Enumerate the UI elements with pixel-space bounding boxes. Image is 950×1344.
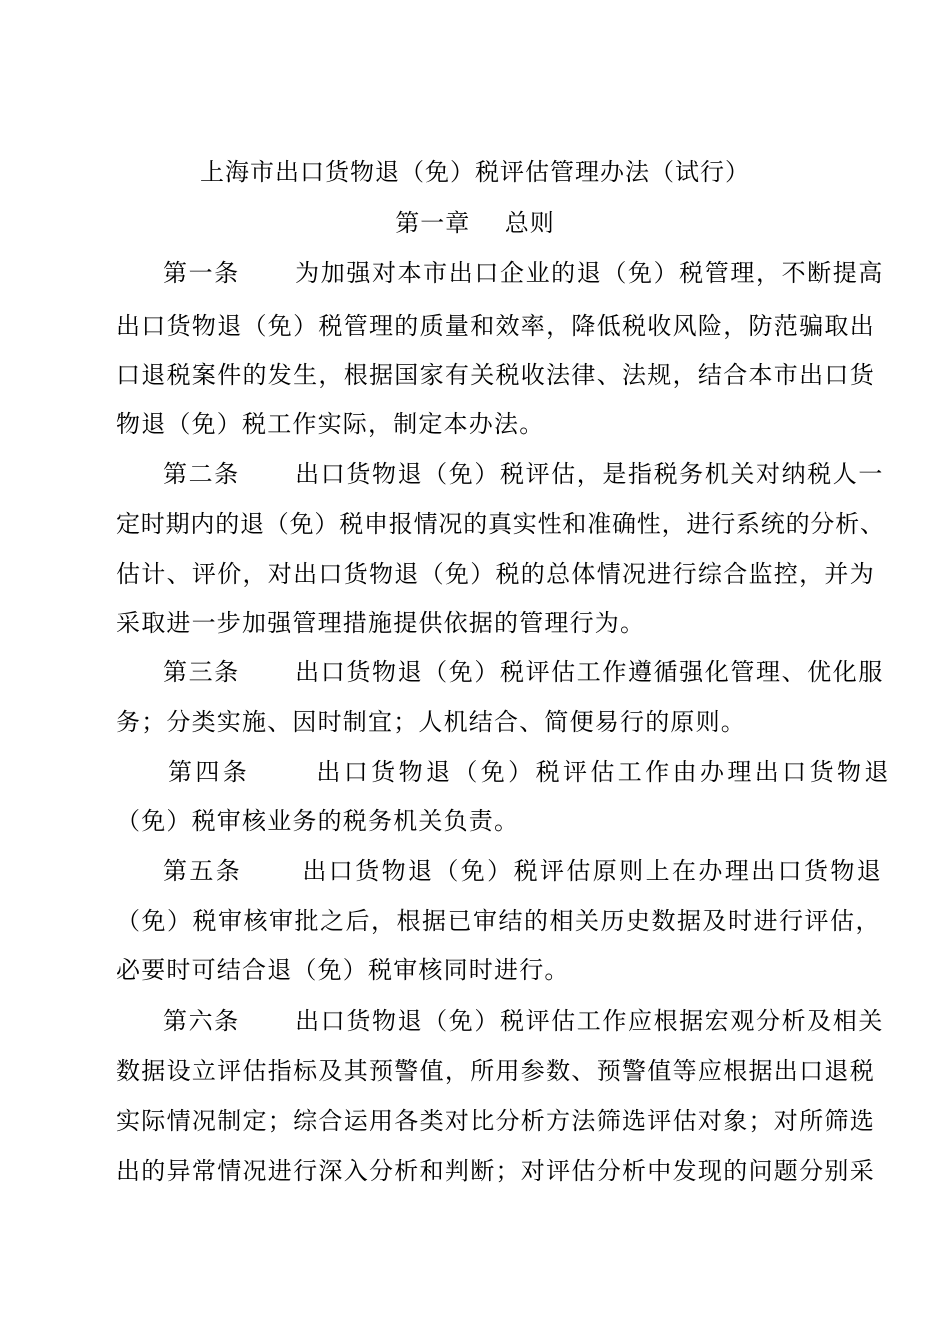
article-2-line-3: 估计、评价，对出口货物退（免）税的总体情况进行综合监控，并为 — [116, 560, 875, 588]
article-2-line-1: 第二条 出口货物退（免）税评估，是指税务机关对纳税人一 — [163, 460, 884, 488]
article-6-line-3: 实际情况制定；综合运用各类对比分析方法筛选评估对象；对所筛选 — [116, 1107, 875, 1135]
article-6-line-1: 第六条 出口货物退（免）税评估工作应根据宏观分析及相关 — [163, 1007, 884, 1035]
article-5-line-1: 第五条 出口货物退（免）税评估原则上在办理出口货物退 — [163, 857, 884, 885]
article-5-line-2: （免）税审核审批之后，根据已审结的相关历史数据及时进行评估， — [116, 907, 881, 935]
article-6-line-2: 数据设立评估指标及其预警值，所用参数、预警值等应根据出口退税 — [116, 1057, 875, 1085]
article-3-line-2: 务；分类实施、因时制宜；人机结合、简便易行的原则。 — [116, 708, 746, 736]
chapter-title: 第一章 总则 — [395, 209, 555, 237]
article-1-line-1: 第一条 为加强对本市出口企业的退（免）税管理，不断提高 — [163, 259, 884, 287]
article-5-line-3: 必要时可结合退（免）税审核同时进行。 — [116, 956, 570, 984]
article-1-line-4: 物退（免）税工作实际，制定本办法。 — [116, 410, 545, 438]
article-1-line-2: 出口货物退（免）税管理的质量和效率，降低税收风险，防范骗取出 — [116, 312, 875, 340]
article-1-line-3: 口退税案件的发生，根据国家有关税收法律、法规，结合本市出口货 — [116, 361, 875, 389]
article-2-line-2: 定时期内的退（免）税申报情况的真实性和准确性，进行系统的分析、 — [116, 510, 885, 538]
document-title: 上海市出口货物退（免）税评估管理办法（试行） — [200, 158, 750, 186]
article-2-line-4: 采取进一步加强管理措施提供依据的管理行为。 — [116, 609, 646, 637]
article-3-line-1: 第三条 出口货物退（免）税评估工作遵循强化管理、优化服 — [163, 658, 884, 686]
article-4-line-1: 第四条 出口货物退（免）税评估工作由办理出口货物退 — [168, 758, 892, 786]
article-6-line-4: 出的异常情况进行深入分析和判断；对评估分析中发现的问题分别采 — [116, 1157, 875, 1185]
article-4-line-2: （免）税审核业务的税务机关负责。 — [116, 807, 520, 835]
